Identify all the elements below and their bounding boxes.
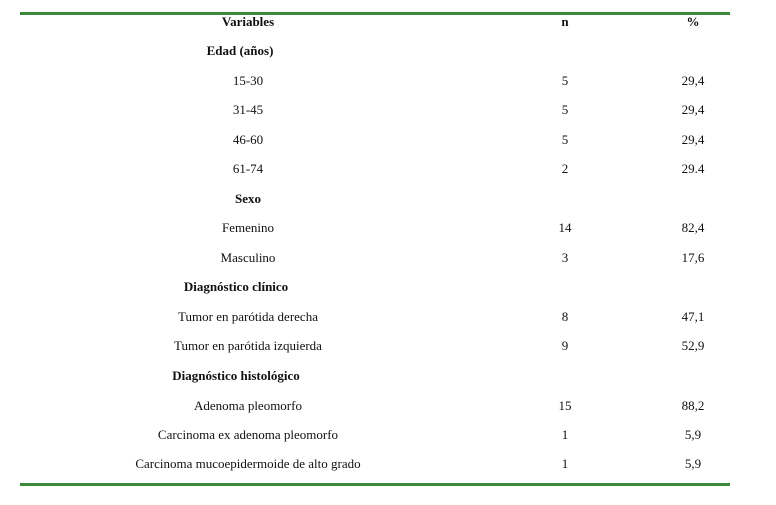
count-value: 8 [561,309,569,324]
count-value: 3 [561,250,569,265]
percent-value: 5,9 [684,456,702,471]
variable-label: Tumor en parótida derecha [178,309,318,324]
percent-value: 47,1 [681,309,705,324]
count-value: 5 [561,102,569,117]
table-row [0,129,776,151]
section-label: Sexo [235,191,261,206]
section-heading-row [0,365,776,387]
section-heading-row [0,188,776,210]
variable-label: Masculino [220,250,276,265]
count-value: 1 [561,456,569,471]
count-value: 9 [561,338,569,353]
count-value: 5 [561,73,569,88]
count-value: 15 [558,398,572,413]
table-row [0,247,776,269]
table-row [0,70,776,92]
header-variables: Variables [221,14,275,29]
percent-value: 29,4 [681,102,705,117]
variable-label: 46-60 [232,132,264,147]
variable-label: 31-45 [232,102,264,117]
variable-label: 15-30 [232,73,264,88]
percent-value: 29.4 [681,161,705,176]
percent-value: 52,9 [681,338,705,353]
table-row [0,453,776,475]
table-row [0,99,776,121]
table-row [0,335,776,357]
variable-label: Carcinoma mucoepidermoide de alto grado [135,456,361,471]
percent-value: 5,9 [684,427,702,442]
table-row [0,306,776,328]
variable-label: Adenoma pleomorfo [194,398,302,413]
percent-value: 82,4 [681,220,705,235]
variable-label: Tumor en parótida izquierda [174,338,322,353]
table-header-row [0,11,776,33]
count-value: 14 [558,220,572,235]
count-value: 2 [561,161,569,176]
count-value: 1 [561,427,569,442]
section-heading-row [0,40,776,62]
variable-label: Femenino [222,220,274,235]
section-label: Edad (años) [206,43,274,58]
header-percent: % [686,14,700,29]
header-n: n [561,14,569,29]
section-label: Diagnóstico clínico [183,279,289,294]
table-bottom-rule [20,483,730,486]
table-row [0,217,776,239]
percent-value: 17,6 [681,250,705,265]
section-heading-row [0,276,776,298]
table-row [0,424,776,446]
variable-label: 61-74 [232,161,264,176]
section-label: Diagnóstico histológico [172,368,300,383]
count-value: 5 [561,132,569,147]
percent-value: 29,4 [681,132,705,147]
percent-value: 29,4 [681,73,705,88]
table-row [0,395,776,417]
percent-value: 88,2 [681,398,705,413]
table-row [0,158,776,180]
variable-label: Carcinoma ex adenoma pleomorfo [157,427,339,442]
